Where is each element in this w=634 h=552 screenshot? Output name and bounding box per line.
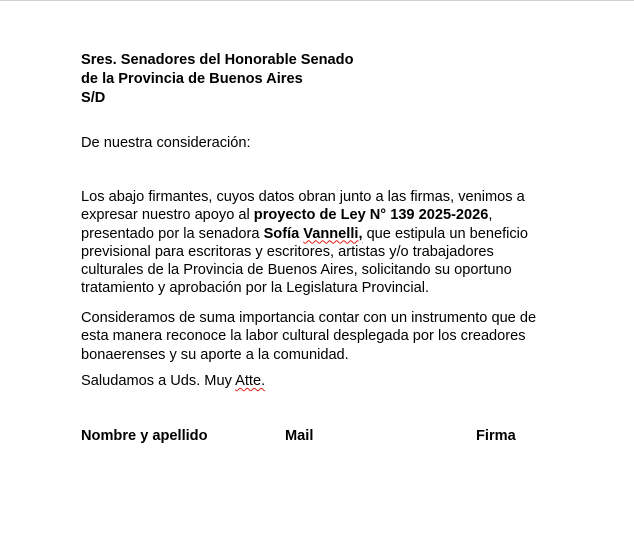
importance-paragraph <box>81 309 561 364</box>
paragraph-line <box>81 225 561 243</box>
paragraph-text: expresar nuestro apoyo al <box>81 207 254 224</box>
paragraph-text: , <box>488 207 493 224</box>
paragraph-line: tratamiento y aprobación por la Legislatura Provincial. <box>81 280 430 297</box>
paragraph-line: previsional para escritoras y escritores, artistas y/o trabajadores <box>81 243 494 260</box>
closing-abbrev-spellcheck[interactable]: Atte. <box>235 373 266 389</box>
header-signature: Firma <box>476 428 516 444</box>
header-name: Nombre y apellido <box>81 428 208 444</box>
header-mail: Mail <box>285 428 314 444</box>
closing-text: Saludamos a Uds. Muy <box>81 373 236 389</box>
addressee-line: Sres. Senadores del Honorable Senado <box>81 52 354 68</box>
support-paragraph <box>81 188 561 298</box>
paragraph-line <box>81 206 561 224</box>
addressee-line: de la Provincia de Buenos Aires <box>81 71 303 87</box>
addressee-block <box>81 51 561 108</box>
paragraph-text: que estipula un beneficio <box>362 225 529 242</box>
bill-reference: proyecto de Ley N° 139 2025-2026 <box>253 207 489 224</box>
paragraph-line: culturales de la Provincia de Buenos Aires, solicitando su oportuno <box>81 262 512 279</box>
greeting: De nuestra consideración: <box>81 135 251 151</box>
closing-line <box>81 372 561 390</box>
senator-last-name-spellcheck[interactable]: Vannelli, <box>303 225 363 242</box>
paragraph-text: presentado por la senadora <box>81 225 264 242</box>
addressee-line: S/D <box>81 90 106 106</box>
paragraph-line: Los abajo firmantes, cuyos datos obran junto a las firmas, venimos a <box>81 189 525 205</box>
senator-first-name: Sofía <box>263 225 304 242</box>
paragraph-line: Consideramos de suma importancia contar con un instrumento que de <box>81 310 537 326</box>
paragraph-line: bonaerenses y su aporte a la comunidad. <box>81 346 349 363</box>
paragraph-line: esta manera reconoce la labor cultural desplegada por los creadores <box>81 328 526 345</box>
